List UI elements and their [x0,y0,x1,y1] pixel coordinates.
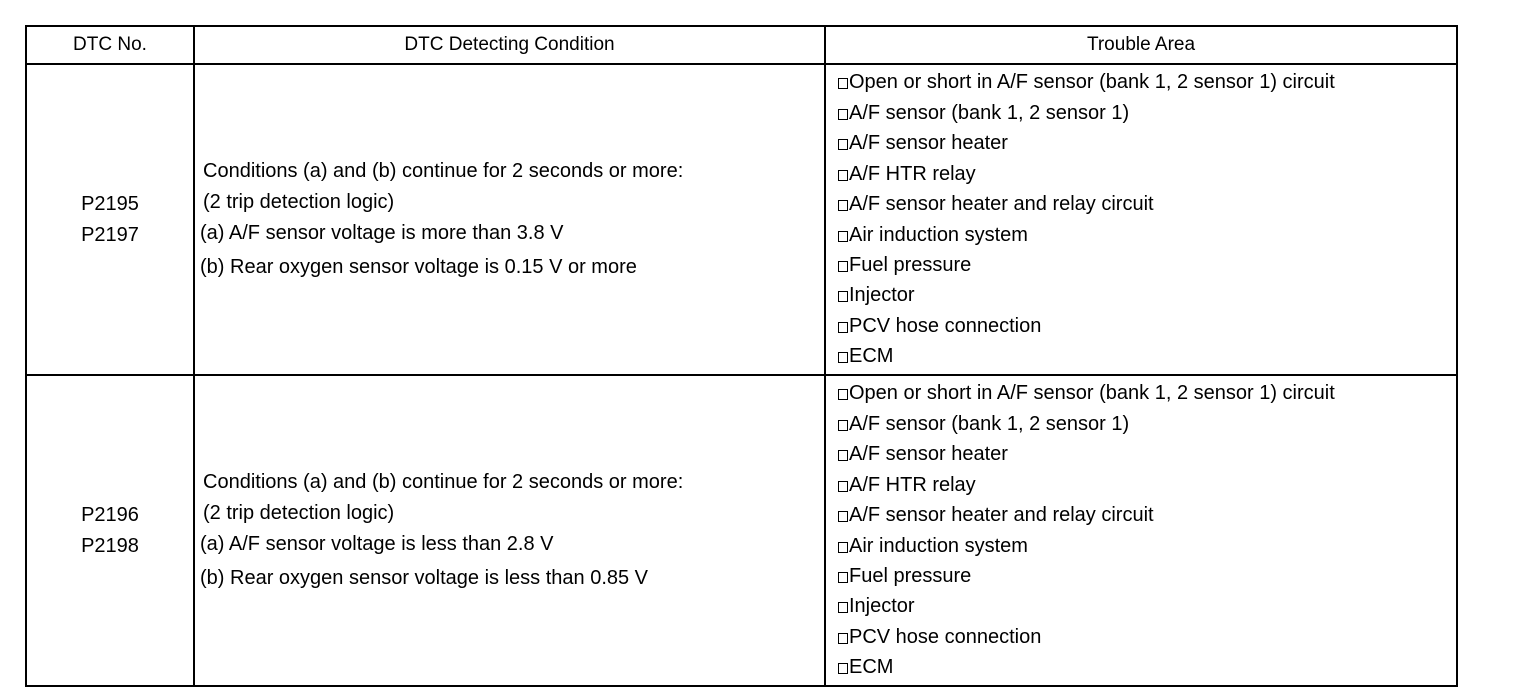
checkbox-icon [838,602,848,613]
list-item: A/F HTR relay [838,470,1456,500]
dtc-table [25,25,1458,687]
list-item: A/F sensor (bank 1, 2 sensor 1) [838,98,1456,128]
list-item: A/F sensor heater [838,128,1456,158]
checkbox-icon [838,481,848,492]
header-detecting-condition: DTC Detecting Condition [194,26,825,64]
list-item: A/F sensor heater [838,439,1456,469]
checkbox-icon [838,389,848,400]
list-item: A/F sensor heater and relay circuit [838,189,1456,219]
checkbox-icon [838,261,848,272]
dtc-code: P2197 [81,223,139,246]
checkbox-icon [838,170,848,181]
detecting-condition-cell [194,375,825,686]
condition-line: (b) Rear oxygen sensor voltage is 0.15 V or more [200,256,637,278]
checkbox-icon [838,109,848,120]
condition-line: (a) A/F sensor voltage is less than 2.8 V [200,533,554,555]
header-trouble-area: Trouble Area [825,26,1457,64]
list-item: A/F sensor heater and relay circuit [838,500,1456,530]
list-item: ECM [838,341,1456,371]
condition-line: (2 trip detection logic) [203,191,395,213]
checkbox-icon [838,542,848,553]
list-item: PCV hose connection [838,622,1456,652]
checkbox-icon [838,511,848,522]
dtc-code: P2196 [81,503,139,526]
list-item: A/F sensor (bank 1, 2 sensor 1) [838,409,1456,439]
checkbox-icon [838,78,848,89]
dtc-code-cell [26,375,194,686]
condition-line: Conditions (a) and (b) continue for 2 seconds or more: [203,160,684,182]
checkbox-icon [838,139,848,150]
checkbox-icon [838,200,848,211]
dtc-code-cell [26,64,194,375]
trouble-area-cell [825,375,1457,686]
condition-line: (a) A/F sensor voltage is more than 3.8 V [200,222,564,244]
checkbox-icon [838,450,848,461]
table-row [26,64,1457,375]
checkbox-icon [838,291,848,302]
dtc-code: P2198 [81,534,139,557]
condition-line: (2 trip detection logic) [203,502,395,524]
header-dtc-no: DTC No. [26,26,194,64]
list-item: Open or short in A/F sensor (bank 1, 2 sensor 1) circuit [838,378,1456,408]
checkbox-icon [838,322,848,333]
dtc-code: P2195 [81,192,139,215]
list-item: Open or short in A/F sensor (bank 1, 2 sensor 1) circuit [838,67,1456,97]
condition-line: (b) Rear oxygen sensor voltage is less than 0.85 V [200,567,649,589]
checkbox-icon [838,663,848,674]
checkbox-icon [838,572,848,583]
list-item: ECM [838,652,1456,682]
list-item: Air induction system [838,531,1456,561]
list-item: Injector [838,280,1456,310]
checkbox-icon [838,231,848,242]
list-item: Fuel pressure [838,561,1456,591]
condition-line: Conditions (a) and (b) continue for 2 seconds or more: [203,471,684,493]
table-row [26,375,1457,686]
checkbox-icon [838,420,848,431]
list-item: PCV hose connection [838,311,1456,341]
list-item: A/F HTR relay [838,159,1456,189]
list-item: Air induction system [838,220,1456,250]
list-item: Injector [838,591,1456,621]
detecting-condition-cell [194,64,825,375]
checkbox-icon [838,633,848,644]
checkbox-icon [838,352,848,363]
list-item: Fuel pressure [838,250,1456,280]
header-row [26,26,1457,64]
trouble-area-cell [825,64,1457,375]
